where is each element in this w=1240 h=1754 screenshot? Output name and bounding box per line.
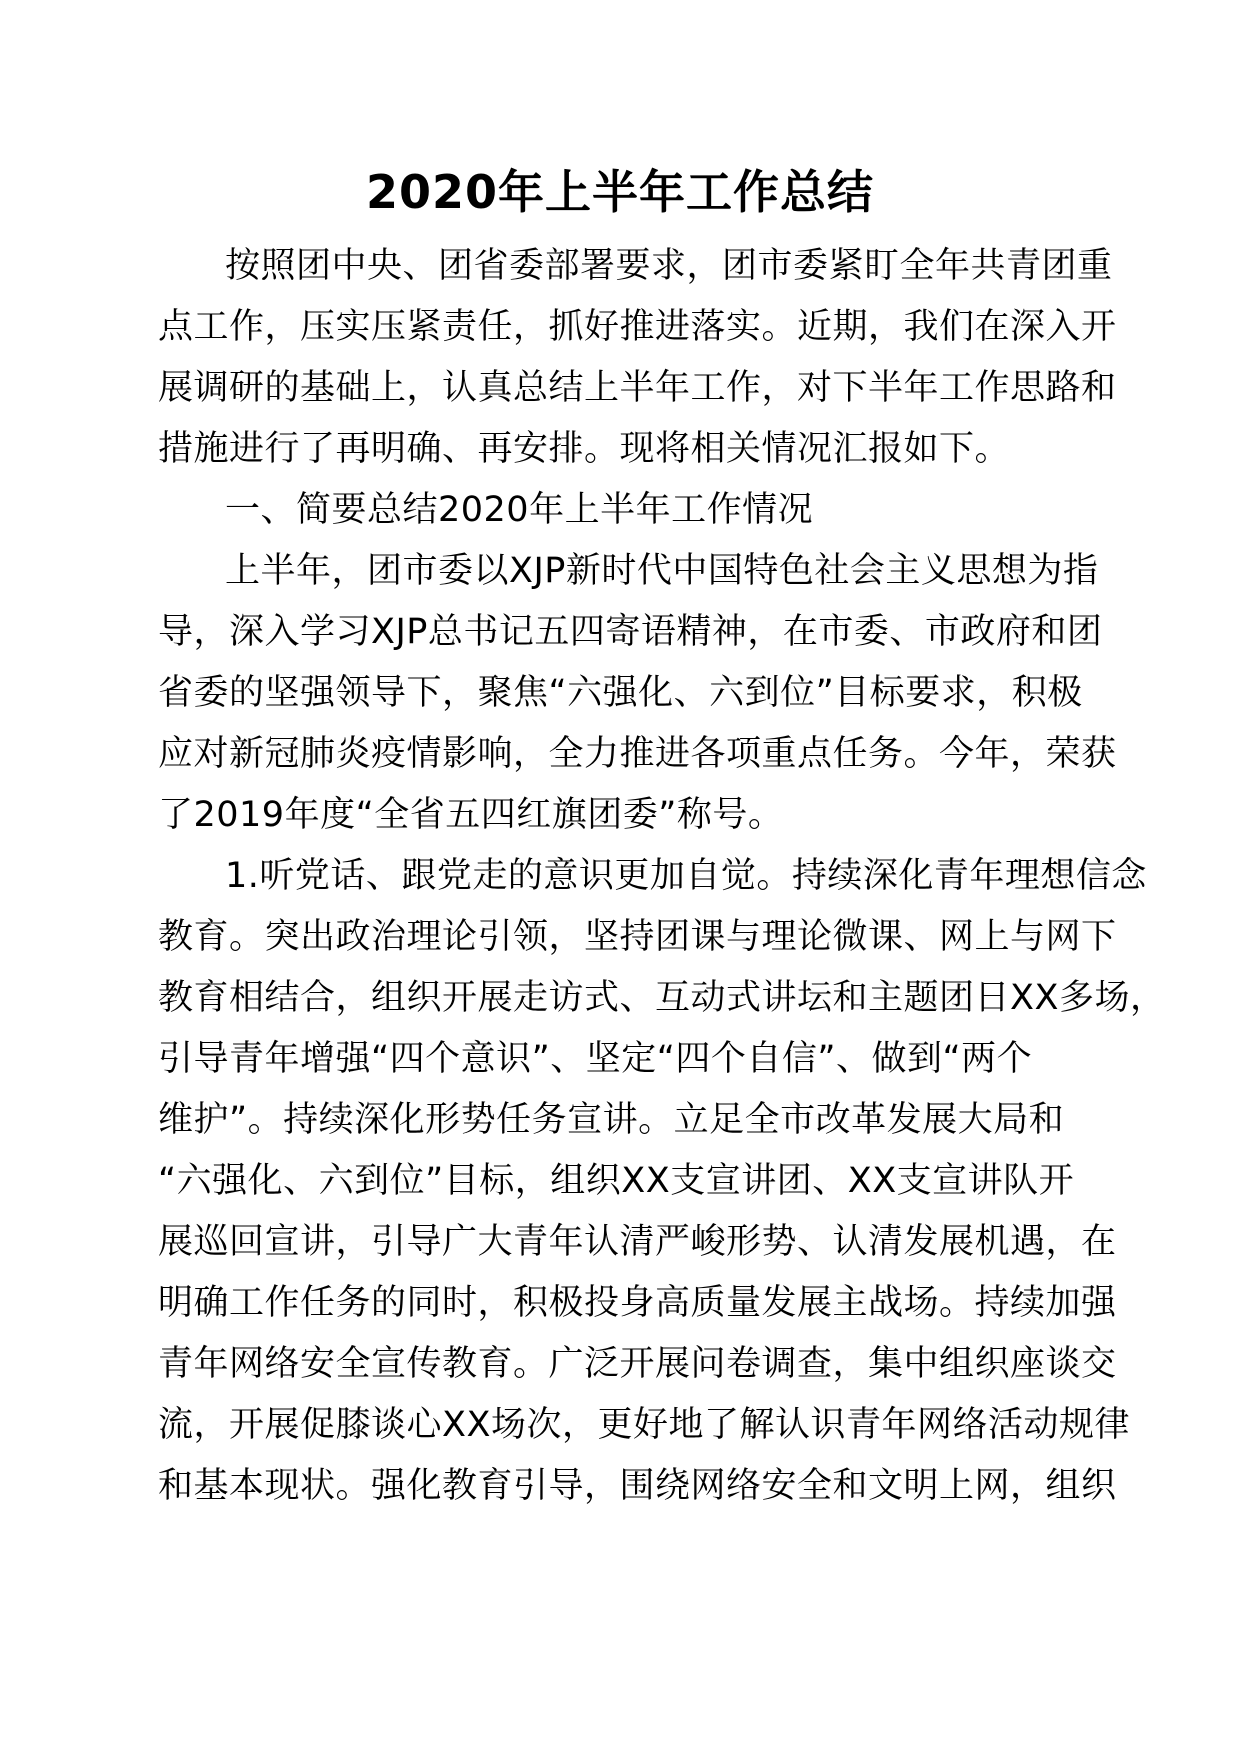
body-line: 应对新冠肺炎疫情影响，全力推进各项重点任务。今年，荣获	[158, 734, 1117, 774]
body-line: 流，开展促膝谈心XX场次，更好地了解认识青年网络活动规律	[158, 1405, 1130, 1445]
body-line: 明确工作任务的同时，积极投身高质量发展主战场。持续加强	[158, 1283, 1117, 1323]
body-line: 教育相结合，组织开展走访式、互动式讲坛和主题团日XX多场，	[158, 978, 1166, 1018]
body-line: 了2019年度“全省五四红旗团委”称号。	[158, 795, 784, 835]
body-line: 和基本现状。强化教育引导，围绕网络安全和文明上网，组织	[158, 1466, 1117, 1506]
body-line: 教育。突出政治理论引领，坚持团课与理论微课、网上与网下	[158, 917, 1117, 957]
body-line: 引导青年增强“四个意识”、坚定“四个自信”、做到“两个	[158, 1039, 1033, 1079]
body-line: 青年网络安全宣传教育。广泛开展问卷调查，集中组织座谈交	[158, 1344, 1117, 1384]
body-line: 按照团中央、团省委部署要求，团市委紧盯全年共青团重	[225, 246, 1113, 286]
document-title: 2020年上半年工作总结	[365, 165, 875, 219]
body-line: 措施进行了再明确、再安排。现将相关情况汇报如下。	[158, 429, 1011, 469]
body-line: 维护”。持续深化形势任务宣讲。立足全市改革发展大局和	[158, 1100, 1065, 1140]
body-line: 上半年，团市委以XJP新时代中国特色社会主义思想为指	[225, 551, 1099, 591]
body-line: 点工作，压实压紧责任，抓好推进落实。近期，我们在深入开	[158, 307, 1117, 347]
body-line: 展巡回宣讲，引导广大青年认清严峻形势、认清发展机遇，在	[158, 1222, 1117, 1262]
body-line: 1.听党话、跟党走的意识更加自觉。持续深化青年理想信念	[225, 856, 1147, 896]
body-line: 展调研的基础上，认真总结上半年工作，对下半年工作思路和	[158, 368, 1117, 408]
body-line: 导，深入学习XJP总书记五四寄语精神，在市委、市政府和团	[158, 612, 1103, 652]
body-line: “六强化、六到位”目标，组织XX支宣讲团、XX支宣讲队开	[158, 1161, 1075, 1201]
section-heading: 一、简要总结2020年上半年工作情况	[225, 490, 814, 530]
body-line: 省委的坚强领导下，聚焦“六强化、六到位”目标要求，积极	[158, 673, 1083, 713]
